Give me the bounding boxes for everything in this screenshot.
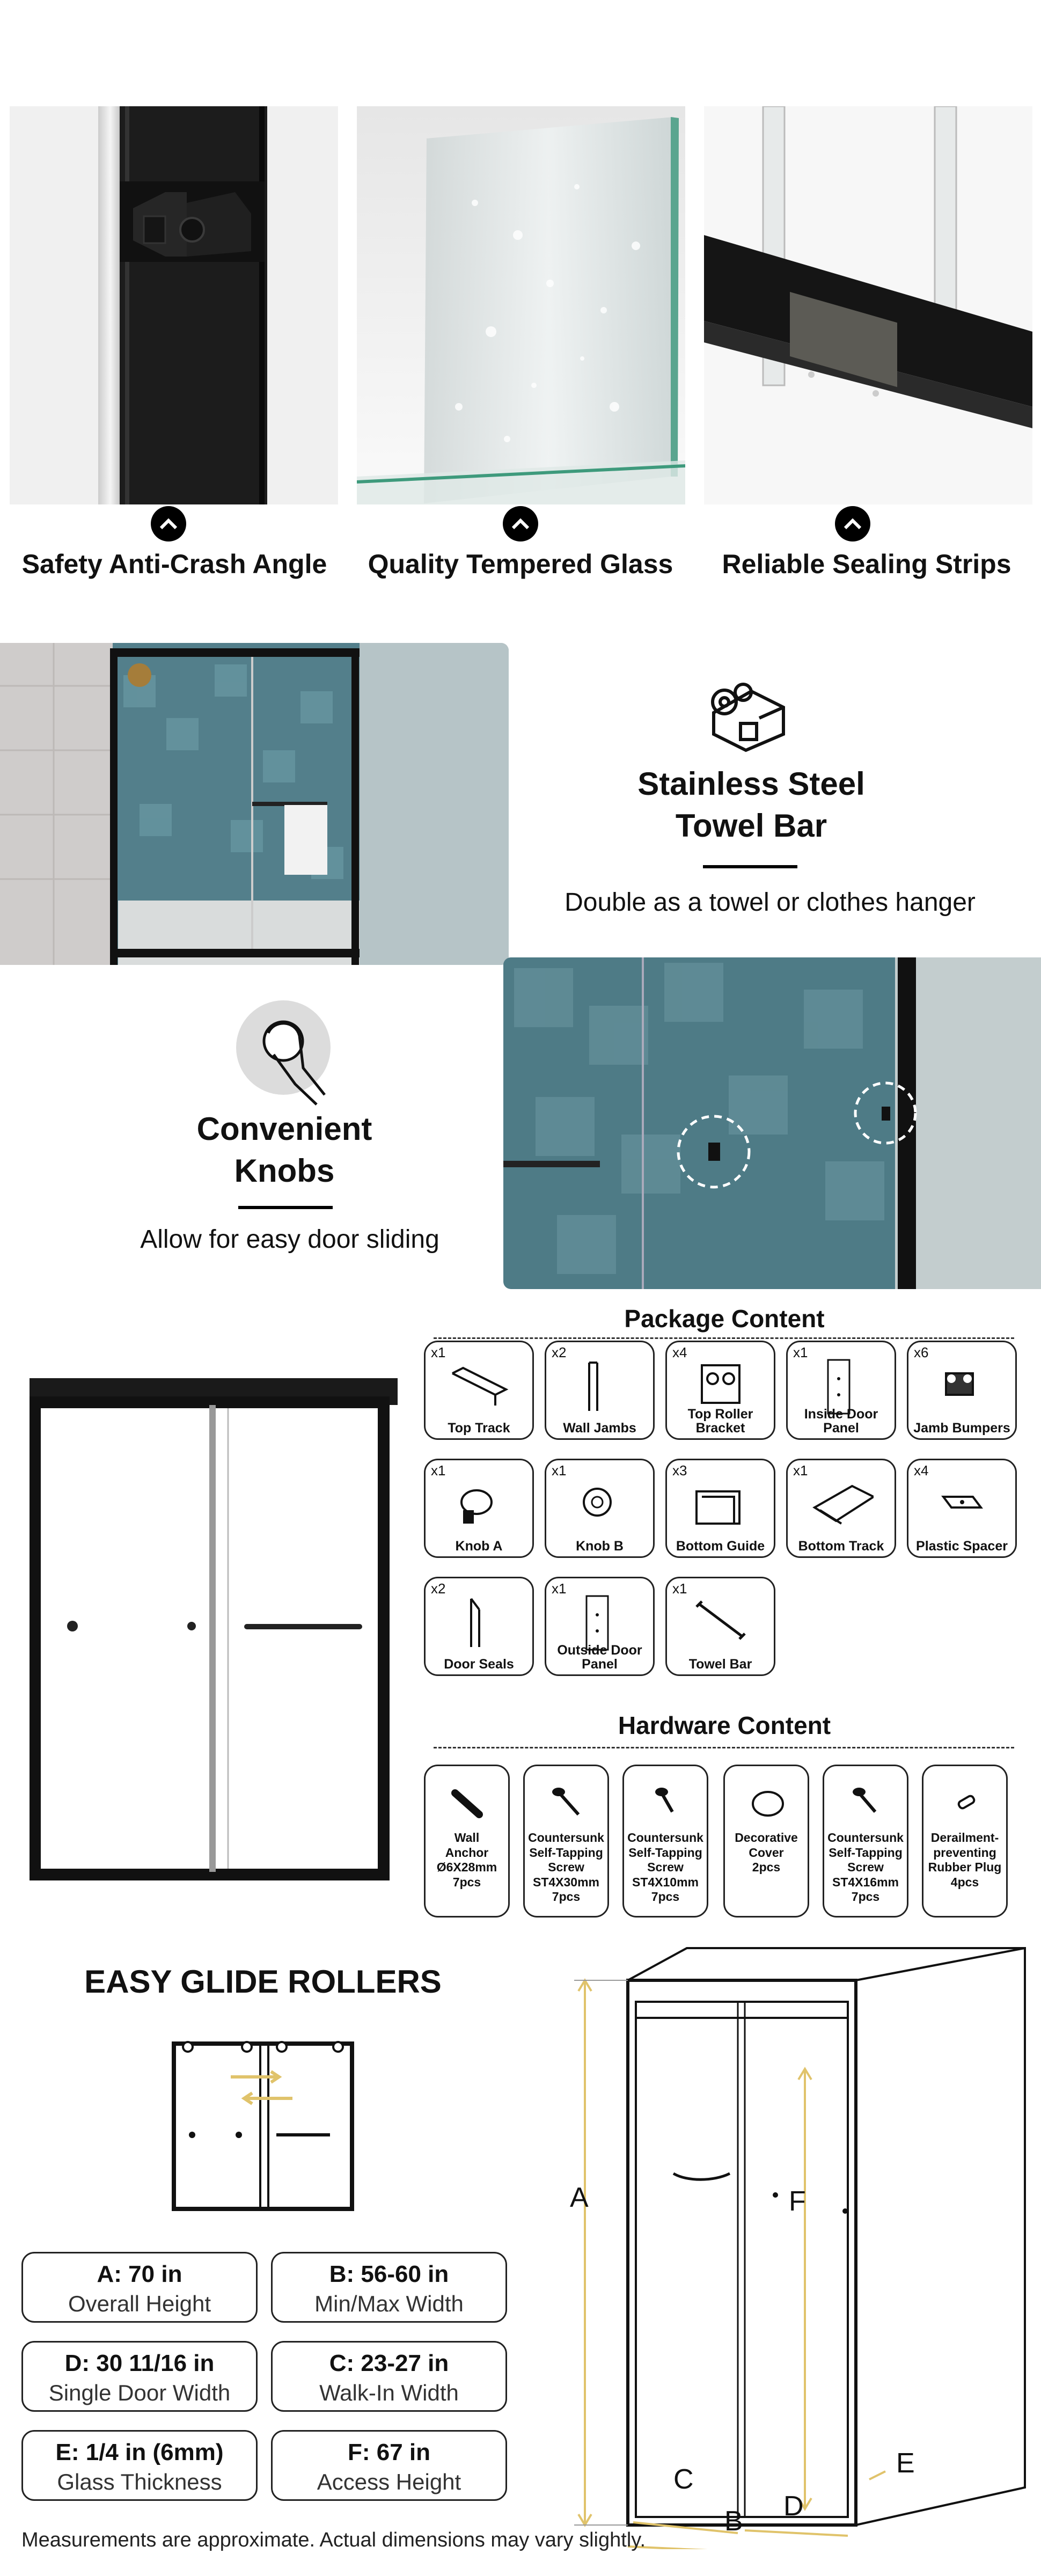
- rollers-title: EASY GLIDE ROLLERS: [84, 1964, 442, 2000]
- dimension-label-f: F: [789, 2186, 806, 2217]
- package-item-qty: x2: [552, 1344, 567, 1360]
- package-item: [545, 1341, 655, 1440]
- spec-value: D: 30 11/16 in: [64, 2350, 215, 2376]
- package-item: [545, 1459, 655, 1558]
- hardware-item-line: Screw: [548, 1860, 584, 1875]
- package-item-label: Top Roller Bracket: [687, 1406, 753, 1436]
- hardware-item-line: preventing: [933, 1845, 996, 1860]
- hardware-item-line: Self-Tapping: [628, 1845, 702, 1860]
- dimension-diagram: [553, 1943, 1041, 2549]
- spec-label: Access Height: [317, 2469, 461, 2494]
- spec-card: [271, 2430, 507, 2501]
- hardware-item-line: 2pcs: [752, 1860, 781, 1875]
- feature-label-sealing-strips: Reliable Sealing Strips: [722, 549, 1011, 579]
- package-item-qty: x1: [793, 1462, 808, 1479]
- package-item: [545, 1577, 655, 1676]
- package-item-icon: [447, 1357, 511, 1416]
- package-item-label: Bottom Track: [798, 1538, 884, 1554]
- spec-card: [271, 2341, 507, 2412]
- hardware-item-label: [426, 1831, 508, 1890]
- hardware-item-icon: [648, 1782, 686, 1825]
- hardware-item-line: Countersunk: [627, 1831, 703, 1845]
- spec-label: Single Door Width: [48, 2380, 231, 2405]
- hardware-item-line: Screw: [847, 1860, 884, 1875]
- package-item-label: Outside Door Panel: [557, 1642, 642, 1672]
- hardware-item-line: Anchor: [445, 1845, 489, 1860]
- tempered-glass-photo: [357, 106, 685, 504]
- package-item-qty: x6: [914, 1344, 929, 1360]
- hardware-item-icon: [450, 1782, 487, 1825]
- footnote: Measurements are approximate. Actual dimensions may vary slightly.: [21, 2529, 646, 2551]
- spec-label: Walk-In Width: [319, 2380, 459, 2405]
- package-item-label: Plastic Spacer: [916, 1538, 1008, 1554]
- hardware-item-line: Ø6X28mm: [436, 1860, 497, 1875]
- hardware-item: [523, 1765, 609, 1918]
- hardware-item-line: Self-Tapping: [529, 1845, 603, 1860]
- hardware-item-line: Self-Tapping: [829, 1845, 903, 1860]
- package-item: [907, 1459, 1017, 1558]
- package-item: [786, 1341, 896, 1440]
- hardware-item-line: Rubber Plug: [928, 1860, 1002, 1875]
- hardware-item-line: ST4X16mm: [832, 1875, 899, 1889]
- hardware-item-label: [525, 1831, 607, 1905]
- package-item: [786, 1459, 896, 1558]
- dimension-label-a: A: [570, 2182, 589, 2213]
- hardware-item-line: Screw: [647, 1860, 684, 1875]
- package-item-label: Jamb Bumpers: [913, 1420, 1010, 1436]
- dimension-label-b: B: [724, 2506, 743, 2537]
- spec-card: [271, 2252, 507, 2323]
- hardware-item-icon: [749, 1782, 787, 1825]
- shower-towel-bar-photo: [0, 643, 509, 965]
- hardware-item-label: [923, 1831, 1006, 1890]
- package-item-label: Door Seals: [444, 1656, 514, 1672]
- hardware-item-icon: [948, 1782, 985, 1825]
- hardware-item-line: Countersunk: [827, 1831, 904, 1845]
- package-item-label: Inside Door Panel: [804, 1406, 878, 1436]
- package-item-icon: [930, 1475, 994, 1534]
- package-item-qty: x1: [431, 1344, 446, 1360]
- knobs-title-line2: Knobs: [234, 1153, 335, 1189]
- package-item-qty: x1: [672, 1580, 687, 1597]
- hardware-item-label: [824, 1831, 907, 1905]
- sealing-strips-photo: [704, 106, 1032, 504]
- hardware-item-line: 7pcs: [552, 1890, 581, 1904]
- feature-label-anti-crash: Safety Anti-Crash Angle: [21, 549, 327, 579]
- spec-value: F: 67 in: [347, 2439, 431, 2465]
- package-item-label: Knob A: [455, 1538, 503, 1554]
- spec-value: C: 23-27 in: [329, 2350, 449, 2376]
- hardware-item-line: 7pcs: [452, 1875, 481, 1889]
- towel-bar-title: [537, 763, 966, 847]
- hardware-item-line: 7pcs: [851, 1890, 880, 1904]
- hardware-item-line: Wall: [454, 1831, 480, 1845]
- package-item-label: Bottom Guide: [676, 1538, 765, 1554]
- package-item-label: Top Track: [448, 1420, 510, 1436]
- package-item-icon: [447, 1593, 511, 1652]
- hardware-item-line: Decorative: [735, 1831, 798, 1845]
- hardware-item-line: Countersunk: [528, 1831, 604, 1845]
- hardware-divider: [434, 1747, 1014, 1748]
- dimension-label-e: E: [896, 2448, 915, 2479]
- hardware-item-line: ST4X10mm: [632, 1875, 699, 1889]
- hardware-item-line: Cover: [749, 1845, 784, 1860]
- hardware-item: [922, 1765, 1008, 1918]
- spec-label: Min/Max Width: [314, 2291, 464, 2316]
- spec-value: A: 70 in: [97, 2261, 182, 2287]
- anti-crash-angle-photo: [10, 106, 338, 504]
- hardware-item-icon: [848, 1782, 886, 1825]
- package-item-qty: x4: [914, 1462, 929, 1479]
- package-item: [665, 1459, 775, 1558]
- hardware-item-icon: [549, 1782, 587, 1825]
- hardware-item-label: [624, 1831, 707, 1905]
- chevron-up-icon: [151, 506, 186, 541]
- knobs-subtitle: Allow for easy door sliding: [140, 1225, 439, 1254]
- package-content-title: Package Content: [624, 1305, 825, 1333]
- package-item: [665, 1577, 775, 1676]
- hardware-item-line: 4pcs: [950, 1875, 979, 1889]
- package-item-qty: x1: [552, 1580, 567, 1597]
- package-item: [424, 1459, 534, 1558]
- package-item: [424, 1341, 534, 1440]
- package-item-qty: x1: [793, 1344, 808, 1360]
- spec-label: Overall Height: [68, 2291, 211, 2316]
- package-item-icon: [568, 1357, 632, 1416]
- knobs-closeup-photo: [503, 957, 1041, 1289]
- spec-card: [21, 2252, 258, 2323]
- package-item-label: Knob B: [576, 1538, 624, 1554]
- package-item-qty: x1: [431, 1462, 446, 1479]
- spec-card: [21, 2341, 258, 2412]
- shower-door-illustration: [30, 1378, 398, 1883]
- package-item: [424, 1577, 534, 1676]
- hardware-item-line: Derailment-: [930, 1831, 999, 1845]
- hardware-item: [424, 1765, 510, 1918]
- package-item-label: Towel Bar: [688, 1656, 752, 1672]
- hardware-item-line: ST4X30mm: [532, 1875, 599, 1889]
- package-item-qty: x4: [672, 1344, 687, 1360]
- package-item-qty: x1: [552, 1462, 567, 1479]
- spec-card: [21, 2430, 258, 2501]
- package-item-qty: x2: [431, 1580, 446, 1597]
- package-item: [907, 1341, 1017, 1440]
- hardware-item: [622, 1765, 708, 1918]
- hardware-item: [723, 1765, 809, 1918]
- knobs-title-line1: Convenient: [196, 1111, 372, 1147]
- package-item-icon: [688, 1475, 753, 1534]
- towel-bar-subtitle: Double as a towel or clothes hanger: [565, 888, 976, 917]
- knobs-title: [70, 1108, 499, 1192]
- roller-diagram: [172, 2039, 354, 2211]
- pipes-icon: [703, 680, 789, 756]
- spec-value: E: 1/4 in (6mm): [55, 2439, 224, 2465]
- spec-value: B: 56-60 in: [329, 2261, 449, 2287]
- dimension-label-c: C: [673, 2464, 694, 2495]
- feature-label-tempered-glass: Quality Tempered Glass: [368, 549, 673, 579]
- package-item-icon: [688, 1593, 753, 1652]
- hardware-content-title: Hardware Content: [618, 1711, 831, 1739]
- knobs-divider: [238, 1206, 333, 1209]
- chevron-up-icon: [835, 506, 870, 541]
- dimension-label-d: D: [783, 2491, 804, 2522]
- hardware-item: [823, 1765, 908, 1918]
- towel-bar-divider: [703, 865, 797, 868]
- chevron-up-icon: [503, 506, 538, 541]
- package-item-icon: [809, 1475, 874, 1534]
- towel-bar-title-line2: Towel Bar: [675, 808, 827, 844]
- hardware-item-line: 7pcs: [651, 1890, 680, 1904]
- package-divider: [434, 1337, 1014, 1339]
- package-item-icon: [568, 1475, 632, 1534]
- package-item: [665, 1341, 775, 1440]
- hand-knob-icon: [236, 998, 335, 1106]
- package-item-icon: [447, 1475, 511, 1534]
- hardware-item-label: [725, 1831, 808, 1875]
- package-item-icon: [930, 1357, 994, 1416]
- package-item-qty: x3: [672, 1462, 687, 1479]
- spec-label: Glass Thickness: [57, 2469, 222, 2494]
- towel-bar-title-line1: Stainless Steel: [637, 766, 865, 802]
- package-item-label: Wall Jambs: [563, 1420, 636, 1436]
